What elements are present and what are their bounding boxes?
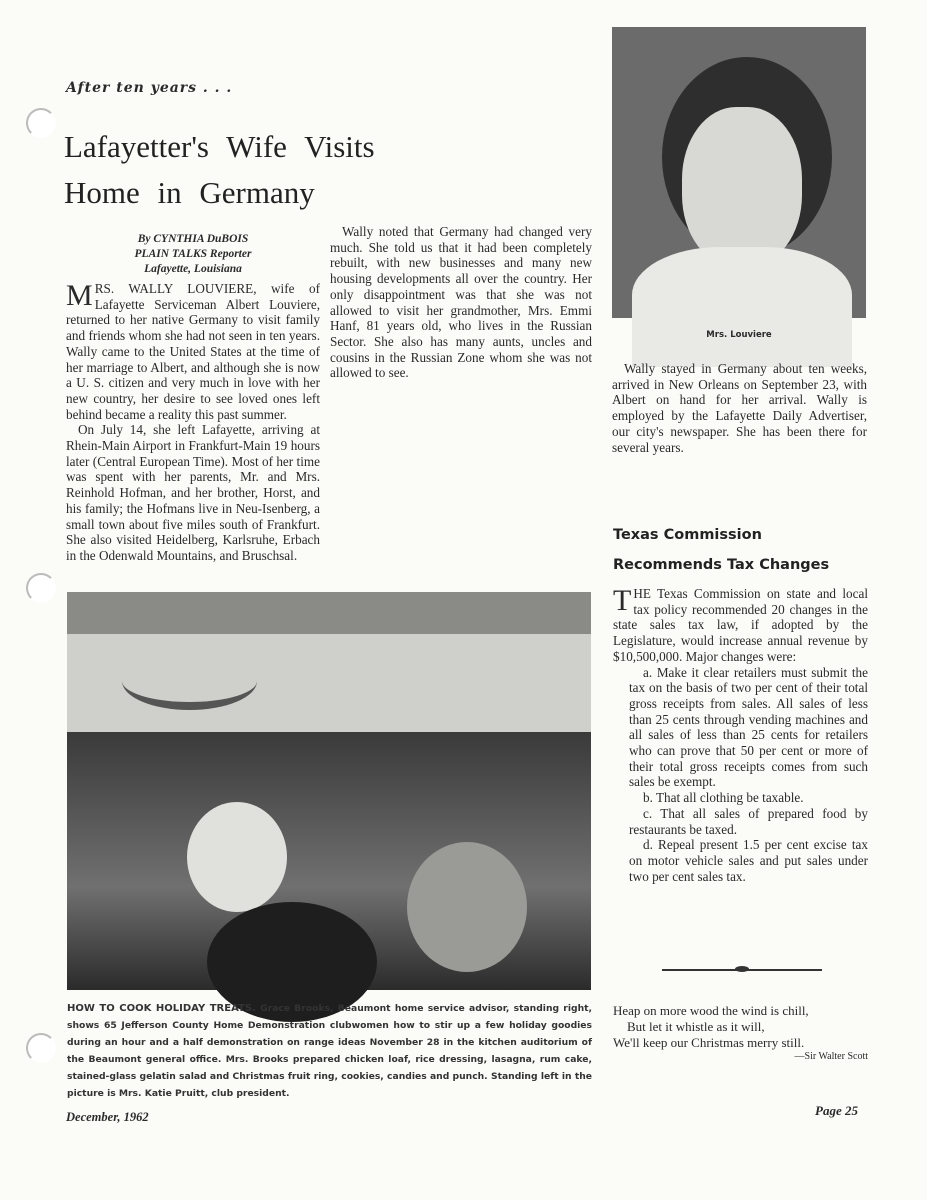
drop-cap: M [66, 279, 93, 312]
article-column-3 [612, 361, 867, 455]
divider-ornament [735, 966, 749, 972]
binder-hole [26, 1033, 56, 1063]
byline-author: By CYNTHIA DuBOIS [137, 233, 249, 245]
tax-intro: THE Texas Commission on state and local tax policy recommended 20 changes in the state sales tax law, if adopted by the Legislature, would increase annual revenue by $10,500,000. Major changes were: [613, 584, 868, 664]
portrait-caption: Mrs. Louviere [706, 330, 772, 340]
tax-item: d. Repeal present 1.5 per cent excise tax on motor vehicle sales and put sales under two per cent sales tax. [629, 837, 868, 884]
poem-line: But let it whistle as it will, [627, 1019, 765, 1034]
binder-hole [26, 573, 56, 603]
tax-item: a. Make it clear retailers must submit the tax on the basis of two per cent of their total gross receipts from sales. All sales of less than 25 cents through vending machines and all sales of less than 25 cents for retailers who can prove that 50 per cent or more of their total gross receipts comes from such sales be exempt. [629, 664, 868, 790]
headline-line-1: Lafayetter's Wife Visits [64, 129, 375, 164]
byline-role: PLAIN TALKS Reporter [134, 248, 252, 260]
poem-line: Heap on more wood the wind is chill, [613, 1003, 809, 1018]
caption-text: Grace Brooks, Beaumont home service advisor, standing right, shows 65 Jefferson County Home Demonstration clubwomen how to stir up a few holiday goodies during an hour and a half demonstration on range ideas November 28 in the kitchen auditorium of the Beaumont general office. Mrs. Brooks prepared chicken loaf, rice dressing, lasagna, rum cake, stained-glass gelatin salad and Christmas fruit ring, cookies, candies and punch. Standing left in the picture is Mrs. Katie Pruitt, club president. [67, 1003, 592, 1099]
tax-article [613, 586, 868, 884]
photo-caption [67, 1000, 592, 1102]
tax-item: b. That all clothing be taxable. [643, 790, 804, 806]
tax-item: c. That all sales of prepared food by restaurants be taxed. [629, 805, 868, 837]
headline-line-2: Home in Germany [64, 175, 315, 210]
byline-location: Lafayette, Louisiana [144, 263, 242, 275]
tax-heading-line-1: Texas Commission [613, 527, 762, 543]
article-paragraph-4: Wally stayed in Germany about ten weeks, arrived in New Orleans on September 23, with Albert on hand for her arrival. Wally is employed by the Lafayette Daily Advertiser, our city's newspaper. She has been there for several years. [612, 361, 867, 455]
poem [613, 1003, 868, 1063]
article-paragraph-1: MRS. WALLY LOUVIERE, wife of Lafayette Serviceman Albert Louviere, returned to her native Germany to visit family and friends whom she had not seen in ten years. Wally came to the United States at the time of her marriage to Albert, and although she is now a U. S. citizen and very much in love with her new country, her desire to see loved ones left behind became a reality this past summer. [66, 279, 320, 422]
tax-heading-line-2: Recommends Tax Changes [613, 557, 830, 573]
poem-line: We'll keep our Christmas merry still. [613, 1035, 805, 1050]
article-column-1 [66, 232, 320, 563]
garland [122, 652, 257, 710]
article-paragraph-2: On July 14, she left Lafayette, arriving at Rhein-Main Airport in Frankfurt-Main 19 hours later (Central European Time). Most of her time was spent with her parents, Mr. and Mrs. Reinhold Hofman, and her brother, Horst, and his family; the Hofmans live in Neu-Isenberg, a small town about five miles south of Frankfurt. She also visited Heidelberg, Karlsruhe, Erbach in the Odenwald Mountains, and Bruschsal. [66, 422, 320, 563]
demonstration-photo [67, 592, 591, 990]
headline [64, 124, 375, 216]
portrait-photo [612, 27, 866, 318]
article-paragraph-3: Wally noted that Germany had changed very much. She told us that it had been completely rebuilt, with new businesses and many new housing developments all over the country. Her only disappointment was that she was not allowed to visit her grandmother, Mrs. Emmi Hanf, 81 years old, who lives in the Russian Sector. She also has many aunts, uncles and cousins in the Russian Zone whom she was not allowed to see. [330, 224, 592, 381]
article-column-2 [330, 224, 592, 381]
binder-hole [26, 108, 56, 138]
poem-attribution: —Sir Walter Scott [794, 1051, 868, 1062]
drop-cap: T [613, 584, 632, 617]
kicker: After ten years . . . [66, 80, 233, 96]
byline [66, 232, 320, 277]
page-number: Page 25 [815, 1103, 858, 1118]
caption-lead: HOW TO COOK HOLIDAY TREATS. [67, 1003, 256, 1014]
footer-date: December, 1962 [66, 1110, 149, 1124]
